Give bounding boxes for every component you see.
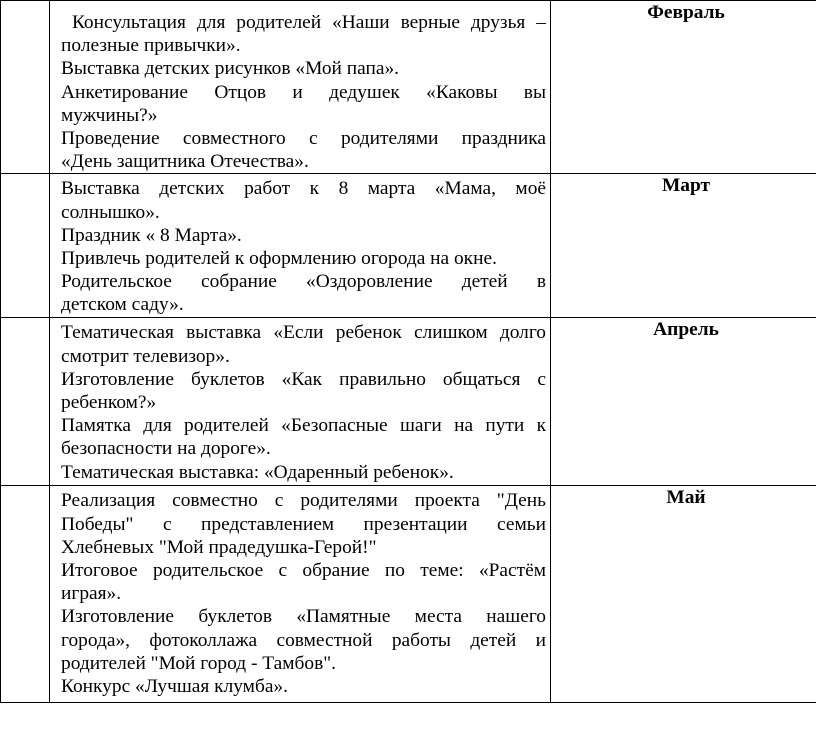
activity-line: Хлебневых "Мой прадедушка-Герой!" [61, 536, 377, 558]
activity-line: Тематическая выставка: «Одаренный ребенок». [61, 461, 454, 483]
activity-line: ребенком?» [61, 392, 157, 414]
table-row [1, 1, 816, 174]
month-cell [551, 318, 816, 486]
activities-cell [50, 174, 551, 318]
activity-line: Анкетирование Отцов и дедушек «Каковы вы [61, 81, 546, 103]
activities-text [50, 318, 550, 483]
number-cell [1, 318, 50, 486]
activity-line: «День защитника Отечества». [61, 151, 309, 173]
activity-line: Реализация совместно с родителями проекта "День [61, 490, 546, 512]
month-cell [551, 1, 816, 174]
table-row [1, 174, 816, 318]
month-label: Апрель [653, 319, 719, 341]
activity-line: играя». [61, 583, 122, 605]
activity-line: мужчины?» [61, 104, 158, 126]
activity-line: родителей "Мой город - Тамбов". [61, 652, 336, 674]
activity-line: безопасности на дороге». [61, 438, 271, 460]
activities-text [50, 174, 550, 316]
number-cell [1, 174, 50, 318]
month-label: Май [666, 487, 706, 509]
activities-cell [50, 1, 551, 174]
month-label: Март [661, 175, 711, 197]
activity-line: Проведение совместного с родителями праздника [61, 128, 546, 150]
activity-line: детском саду». [61, 294, 184, 316]
activities-text [50, 486, 550, 698]
activity-line: Праздник « 8 Марта». [61, 224, 242, 246]
month-label: Февраль [647, 2, 725, 23]
activity-line: Памятка для родителей «Безопасные шаги на пути к [61, 415, 546, 437]
activities-cell [50, 318, 551, 486]
activity-line: Выставка детских рисунков «Мой папа». [61, 58, 400, 80]
activity-line: города», фотоколлажа совместной работы детей и [61, 629, 546, 651]
activity-line: солнышко». [61, 201, 160, 223]
activities-cell [50, 486, 551, 703]
activity-line: Выставка детских работ к 8 марта «Мама, моё [61, 178, 546, 200]
month-cell [551, 486, 816, 703]
month-cell [551, 174, 816, 318]
number-cell [1, 486, 50, 703]
activity-line: Изготовление буклетов «Как правильно общаться с [61, 368, 546, 390]
activity-line: Конкурс «Лучшая клумба». [61, 676, 288, 698]
activities-text [50, 1, 550, 173]
table-row [1, 486, 816, 703]
activity-line: Тематическая выставка «Если ребенок слишком долго [61, 322, 546, 344]
activity-line: Победы" с представлением презентации семьи [61, 513, 546, 535]
activity-line: Привлечь родителей к оформлению огорода на окне. [61, 248, 497, 270]
activity-line: Консультация для родителей «Наши верные друзья – [61, 12, 546, 33]
activity-line: полезные привычки». [61, 35, 241, 57]
activity-line: смотрит телевизор». [61, 345, 230, 367]
activity-line: Итоговое родительское с обрание по теме: «Растём [61, 560, 546, 582]
table-row [1, 318, 816, 486]
activity-line: Изготовление буклетов «Памятные места нашего [61, 606, 546, 628]
number-cell [1, 1, 50, 174]
activity-line: Родительское собрание «Оздоровление детей в [61, 271, 546, 293]
